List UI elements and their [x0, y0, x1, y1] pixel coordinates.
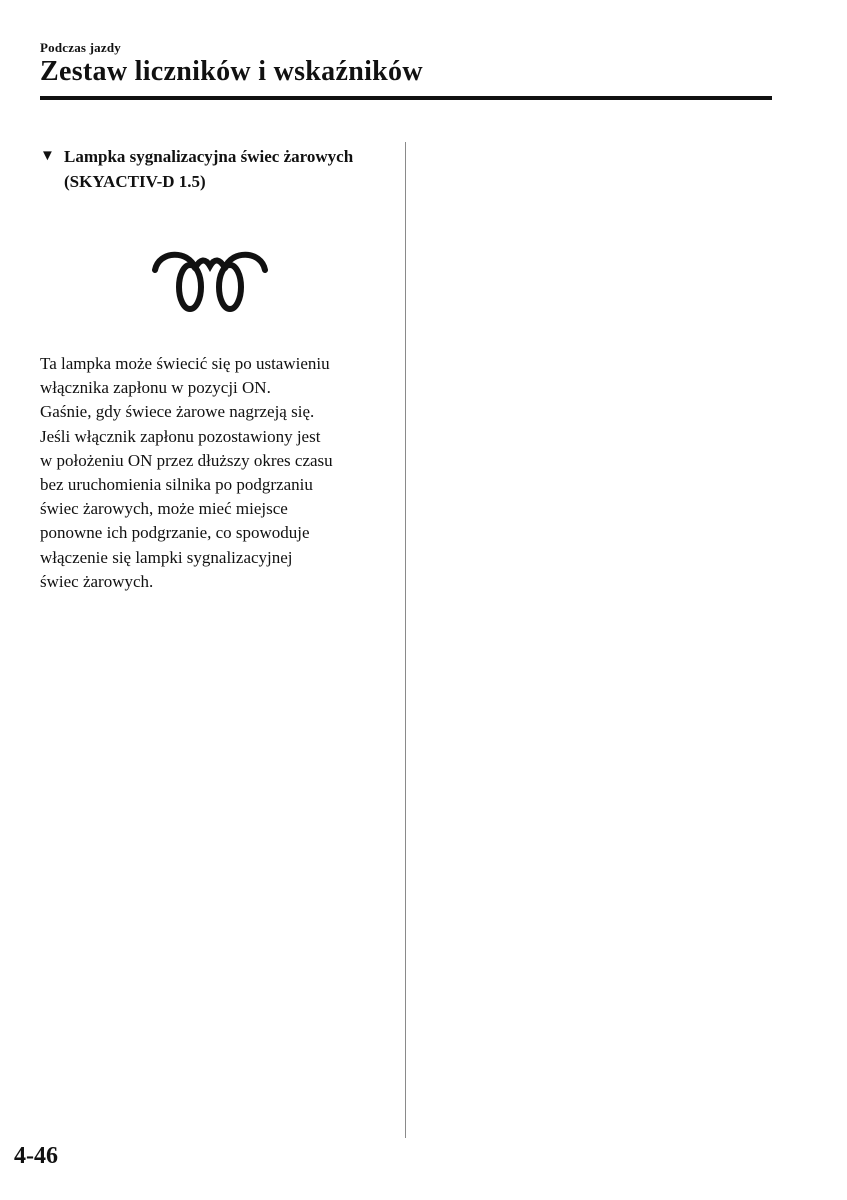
coil-loop [179, 265, 201, 309]
body-text [40, 352, 390, 594]
coil-loop [219, 265, 241, 309]
section-label: Podczas jazdy [40, 40, 121, 55]
section-heading-text: Lampka sygnalizacyjna świec żarowych (SKYACTIV-D 1.5) [64, 147, 354, 191]
column-divider [405, 142, 406, 1138]
glow-plug-coil-icon [151, 248, 269, 314]
title-rule [40, 96, 772, 100]
triangle-marker-icon: ▼ [40, 148, 55, 164]
body-line: w położeniu ON przez dłuższy okres czasu [40, 450, 333, 470]
body-line: Jeśli włącznik zapłonu pozostawiony jest [40, 426, 321, 446]
page-number: 4-46 [14, 1143, 58, 1169]
body-line: bez uruchomienia silnika po podgrzaniu [40, 475, 313, 495]
body-line: włączenie się lampki sygnalizacyjnej [40, 547, 293, 567]
body-line: świec żarowych, może mieć miejsce [40, 499, 288, 519]
section-heading [40, 144, 370, 194]
body-line: włącznika zapłonu w pozycji ON. [40, 378, 271, 398]
body-line: Gaśnie, gdy świece żarowe nagrzeją się. [40, 402, 315, 422]
body-line: świec żarowych. [40, 571, 154, 591]
page-title: Zestaw liczników i wskaźników [40, 56, 423, 87]
body-line: Ta lampka może świecić się po ustawieniu [40, 354, 330, 373]
body-line: ponowne ich podgrzanie, co spowoduje [40, 523, 310, 543]
coil-arc [195, 260, 225, 268]
